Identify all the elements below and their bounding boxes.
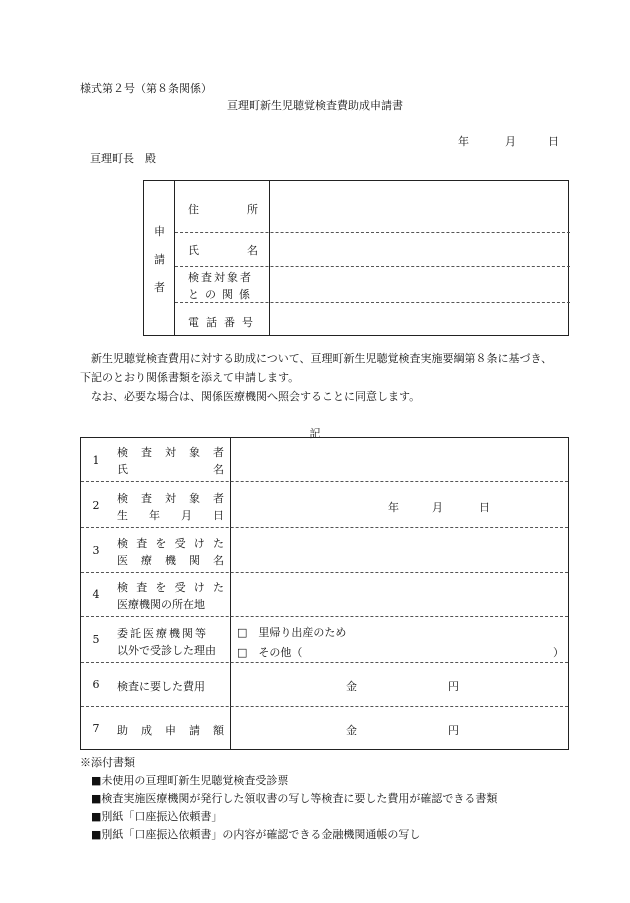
- row-label-line2: 生 年 月 日: [117, 509, 224, 522]
- body-text-line2: 下記のとおり関係書類を添えて申請します。: [80, 371, 300, 384]
- address-label-2: 所: [247, 203, 258, 216]
- attachment-item: ■未使用の亘理町新生児聴覚検査受診票: [91, 774, 289, 787]
- reason-option-homecoming[interactable]: □ 里帰り出産のため: [237, 626, 347, 639]
- address-label-1: 住: [188, 203, 199, 216]
- address-field[interactable]: [271, 181, 568, 232]
- relation-label-line1: 検査対象者: [188, 271, 253, 284]
- phone-label: 電話番号: [188, 316, 260, 329]
- ki-heading: 記: [309, 427, 321, 440]
- table-row-divider: [81, 481, 568, 482]
- applicant-char-1: 申: [154, 225, 165, 238]
- table-row-divider: [81, 706, 568, 707]
- birth-day-label: 日: [479, 501, 490, 514]
- reason-other-close-paren: ）: [553, 646, 564, 659]
- row-number: 1: [92, 454, 100, 467]
- table-row-divider: [81, 616, 568, 617]
- body-text-line3: なお、必要な場合は、関係医療機関へ照会することに同意します。: [91, 390, 421, 403]
- row-number: 5: [92, 633, 100, 646]
- row-label-line2: 以外で受診した理由: [117, 644, 216, 657]
- date-month-label: 月: [505, 135, 516, 148]
- row-label-line2: 医 療 機 関 名: [117, 554, 224, 567]
- row-label-line1: 検 査 を 受 け た: [117, 581, 224, 594]
- name-label-2: 名: [247, 244, 258, 257]
- subject-name-field[interactable]: [231, 438, 568, 481]
- row-number: 2: [92, 499, 100, 512]
- birth-month-label: 月: [432, 501, 443, 514]
- cost-yen-label: 円: [448, 680, 459, 693]
- row-label-line1: 検 査 対 象 者: [117, 492, 224, 505]
- table-row-divider: [81, 662, 568, 663]
- hospital-name-field[interactable]: [231, 528, 568, 572]
- applicant-char-2: 請: [154, 253, 165, 266]
- form-number: 様式第２号（第８条関係）: [80, 82, 212, 95]
- row-label-line2: 氏 名: [117, 463, 224, 476]
- row-number: 3: [92, 544, 100, 557]
- date-day-label: 日: [548, 135, 559, 148]
- name-field[interactable]: [271, 233, 568, 266]
- attachment-item: ■別紙「口座振込依頼書」の内容が確認できる金融機関通帳の写し: [91, 828, 421, 841]
- row-number: 7: [92, 722, 100, 735]
- reason-option-other[interactable]: □ その他（: [237, 646, 303, 659]
- attachment-item: ■別紙「口座振込依頼書」: [91, 810, 223, 823]
- application-table: [80, 437, 569, 750]
- grant-yen-label: 円: [448, 724, 459, 737]
- row-label-line2: 医療機関の所在地: [117, 598, 205, 611]
- phone-field[interactable]: [271, 303, 568, 335]
- relation-field[interactable]: [271, 267, 568, 302]
- grant-kin-label: 金: [346, 724, 357, 737]
- applicant-side-label: [144, 181, 175, 335]
- applicant-char-3: 者: [154, 281, 165, 294]
- row-number: 4: [92, 588, 100, 601]
- addressee: 亘理町長 殿: [90, 152, 156, 165]
- attachments-heading: ※添付書類: [80, 756, 135, 769]
- relation-label-line2: との関係: [188, 288, 256, 301]
- row-label-line1: 検 査 を 受 け た: [117, 537, 224, 550]
- birth-year-label: 年: [388, 501, 399, 514]
- row-label-line1: 助 成 申 請 額: [117, 724, 224, 737]
- cost-kin-label: 金: [346, 680, 357, 693]
- document-title: 亘理町新生児聴覚検査費助成申請書: [227, 99, 403, 112]
- applicant-box: [143, 180, 569, 336]
- row-number: 6: [92, 678, 100, 691]
- date-year-label: 年: [458, 135, 469, 148]
- attachment-item: ■検査実施医療機関が発行した領収書の写し等検査に要した費用が確認できる書類: [91, 792, 498, 805]
- hospital-address-field[interactable]: [231, 573, 568, 616]
- name-label-1: 氏: [188, 244, 199, 257]
- row-label-line1: 委託医療機関等: [117, 627, 208, 640]
- row-label-line1: 検 査 対 象 者: [117, 446, 224, 459]
- row-label-line1: 検査に要した費用: [117, 680, 205, 693]
- body-text-line1: 新生児聴覚検査費用に対する助成について、亘理町新生児聴覚検査実施要綱第８条に基づき、: [91, 352, 553, 365]
